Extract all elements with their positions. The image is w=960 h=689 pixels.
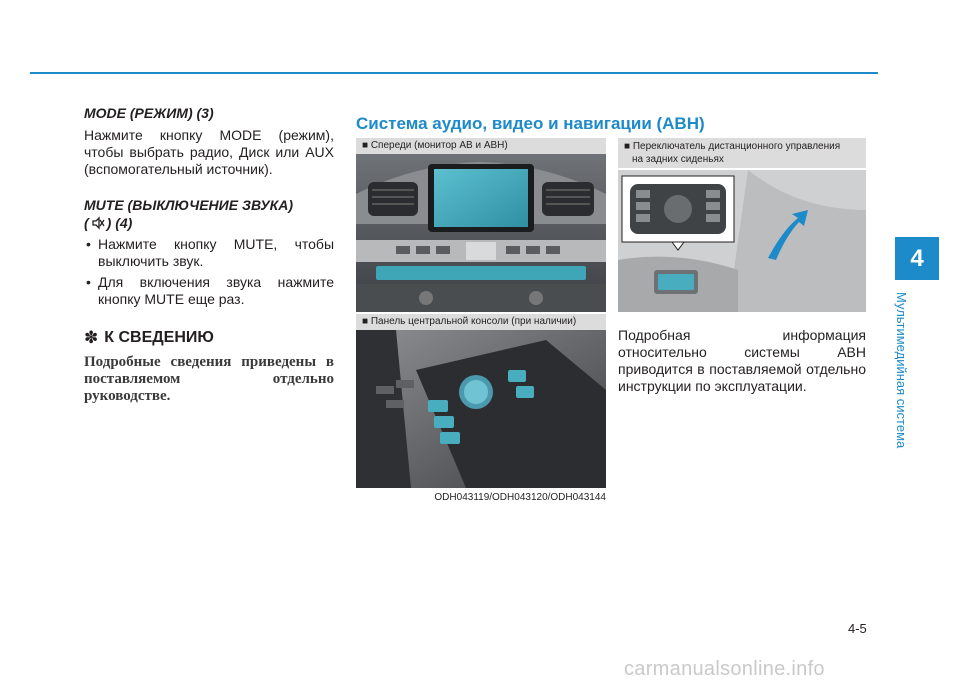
page-number: 4-5: [848, 621, 867, 636]
front-monitor-image: [356, 154, 606, 312]
console-panel-image: [356, 330, 606, 488]
mute-bullet-1: • Нажмите кнопку MUTE, чтобы выключить звук.: [86, 236, 334, 269]
chapter-title: Мультимедийная система: [894, 292, 909, 449]
mute-bullet-2: • Для включения звука нажмите кнопку MUTE еще раз.: [86, 274, 334, 307]
caption-rear: ■ Переключатель дистанционного управления на задних сиденьях: [618, 138, 866, 168]
mute-speaker-icon: [91, 216, 105, 230]
mute-heading-open: (: [84, 215, 89, 231]
image-codes: ODH043119/ODH043120/ODH043144: [434, 492, 606, 503]
watermark: carmanualsonline.info: [624, 658, 825, 680]
mute-heading-close: ) (4): [106, 215, 133, 231]
info-text: Подробные сведения приведены в поставляемом отдельно руководстве.: [84, 354, 334, 404]
left-column: [84, 104, 334, 405]
rear-seat-controller-image: [618, 170, 866, 312]
section-title: Система аудио, видео и навигации (АВН): [356, 114, 705, 133]
mode-heading: MODE (РЕЖИМ) (3): [84, 105, 214, 121]
caption-front: ■ Спереди (монитор АВ и АВН): [356, 138, 606, 154]
info-star-icon: ✽: [84, 328, 99, 347]
avn-info-text: Подробная информация относительно системы АВН приводится в поставляемой отдельно инструкции по эксплуатации.: [618, 327, 866, 394]
top-rule: [30, 72, 878, 74]
chapter-tab: [895, 237, 939, 280]
mode-text: Нажмите кнопку MODE (режим), чтобы выбрать радио, Диск или AUX (вспомогательный источник).: [84, 127, 334, 177]
mute-heading-symbol-line: [84, 214, 334, 232]
chapter-number: 4: [910, 244, 924, 272]
caption-console: ■ Панель центральной консоли (при наличии): [356, 314, 606, 330]
info-heading: ✽ К СВЕДЕНИЮ: [84, 328, 214, 347]
mute-heading: MUTE (ВЫКЛЮЧЕНИЕ ЗВУКА): [84, 197, 294, 213]
